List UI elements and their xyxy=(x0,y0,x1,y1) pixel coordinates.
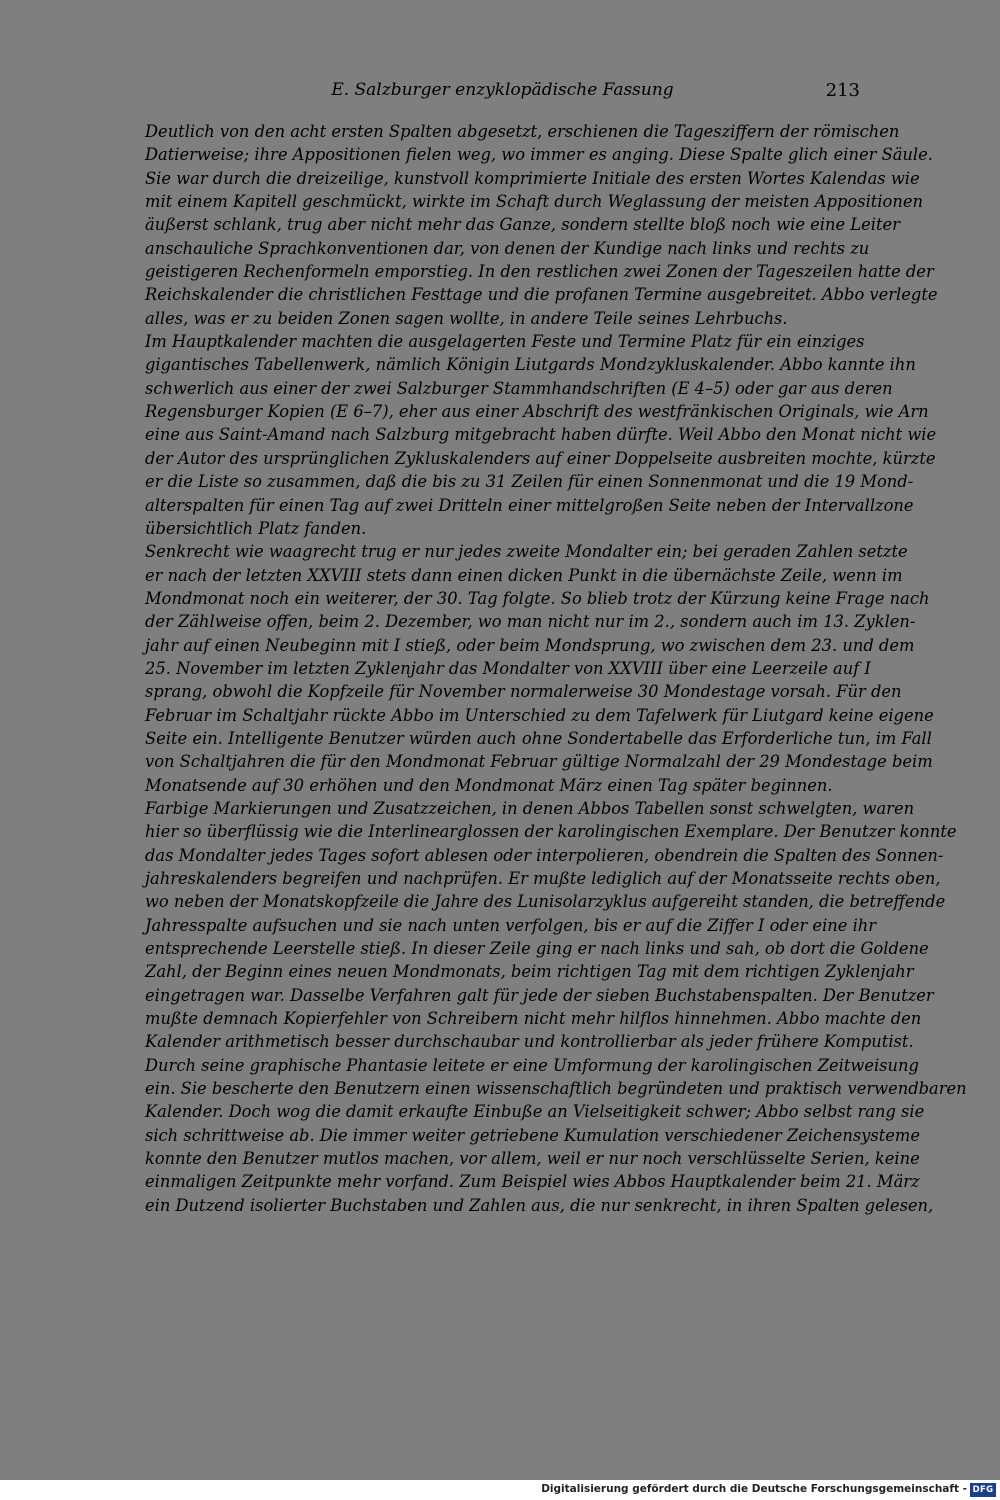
text-line: mußte demnach Kopierfehler von Schreibern nicht mehr hilflos hinnehmen. Abbo machte den xyxy=(145,1009,922,1029)
body-text xyxy=(145,120,967,1217)
text-line: Zahl, der Beginn eines neuen Mondmonats, beim richtigen Tag mit dem richtigen Zyklenjahr xyxy=(145,962,914,982)
text-line: alles, was er zu beiden Zonen sagen wollte, in andere Teile seines Lehrbuchs. xyxy=(145,308,788,328)
text-line: 25. November im letzten Zyklenjahr das Mondalter von XXVIII über eine Leerzeile auf I xyxy=(145,658,871,678)
text-line: Datierweise; ihre Appositionen fielen weg, wo immer es anging. Diese Spalte glich einer Säule. xyxy=(145,145,933,165)
text-line: Deutlich von den acht ersten Spalten abgesetzt, erschienen die Tagesziffern der römischen xyxy=(145,122,900,141)
text-line: schwerlich aus einer der zwei Salzburger Stammhandschriften (E 4–5) oder gar aus deren xyxy=(145,378,893,398)
text-line: einmaligen Zeitpunkte mehr vorfand. Zum Beispiel wies Abbos Hauptkalender beim 21. März xyxy=(145,1172,920,1192)
paragraph xyxy=(145,797,957,1054)
text-line: Senkrecht wie waagrecht trug er nur jedes zweite Mondalter ein; bei geraden Zahlen setzte xyxy=(145,542,908,562)
text-line: der Zählweise offen, beim 2. Dezember, wo man nicht nur im 2., sondern auch im 13. Zyklen- xyxy=(145,612,916,632)
text-line: Farbige Markierungen und Zusatzzeichen, in denen Abbos Tabellen sonst schwelgten, waren xyxy=(145,798,915,818)
text-line: konnte den Benutzer mutlos machen, vor allem, weil er nur noch verschlüsselte Serien, keine xyxy=(145,1149,920,1169)
running-head-title: E. Salzburger enzyklopädische Fassung xyxy=(331,80,674,100)
text-line: Seite ein. Intelligente Benutzer würden auch ohne Sondertabelle das Erforderliche tun, im Fall xyxy=(145,728,932,748)
digitization-credit: Digitalisierung gefördert durch die Deutsche Forschungsgemeinschaft - xyxy=(541,1483,967,1495)
text-line: von Schaltjahren die für den Mondmonat Februar gültige Normalzahl der 29 Mondestage beim xyxy=(145,752,933,772)
text-line: jahreskalenders begreifen und nachprüfen. Er mußte lediglich auf der Monatsseite rechts oben, xyxy=(145,869,941,888)
page-number: 213 xyxy=(825,80,860,101)
text-line: wo neben der Monatskopfzeile die Jahre des Lunisolarzyklus aufgereiht standen, die betreffende xyxy=(145,892,946,912)
text-line: Reichskalender die christlichen Festtage und die profanen Termine ausgebreitet. Abbo verlegte xyxy=(145,285,938,305)
text-line: anschauliche Sprachkonventionen dar, von denen der Kundige nach links und rechts zu xyxy=(145,238,870,258)
text-line: Jahresspalte aufsuchen und sie nach unten verfolgen, bis er auf die Ziffer I oder eine ihr xyxy=(145,915,877,935)
text-line: sprang, obwohl die Kopfzeile für November normalerweise 30 Mondestage vorsah. Für den xyxy=(145,682,902,702)
text-line: ein Dutzend isolierter Buchstaben und Zahlen aus, die nur senkrecht, in ihren Spalten gelesen, xyxy=(145,1195,934,1215)
text-line: entsprechende Leerstelle stieß. In dieser Zeile ging er nach links und sah, ob dort die Goldene xyxy=(145,939,929,959)
footer-bar xyxy=(0,1480,1000,1500)
paragraph xyxy=(145,540,934,797)
text-line: Im Hauptkalender machten die ausgelagerten Feste und Termine Platz für ein einziges xyxy=(145,332,865,352)
text-line: übersichtlich Platz fanden. xyxy=(145,518,367,538)
text-line: jahr auf einen Neubeginn mit I stieß, oder beim Mondsprung, wo zwischen dem 23. und dem xyxy=(145,635,915,655)
text-line: alterspalten für einen Tag auf zwei Dritteln einer mittelgroßen Seite neben der Intervallzone xyxy=(145,495,914,515)
text-line: hier so überflüssig wie die Interlinearglossen der karolingischen Exemplare. Der Benutzer konnte xyxy=(145,822,957,842)
paragraph xyxy=(145,1054,967,1217)
text-line: geistigeren Rechenformeln emporstieg. In den restlichen zwei Zonen der Tageszeilen hatte der xyxy=(145,262,934,282)
text-line: mit einem Kapitell geschmückt, wirkte im Schaft durch Weglassung der meisten Appositionen xyxy=(145,192,923,212)
text-line: Februar im Schaltjahr rückte Abbo im Unterschied zu dem Tafelwerk für Liutgard keine eigene xyxy=(145,705,934,725)
text-line: das Mondalter jedes Tages sofort ablesen oder interpolieren, obendrein die Spalten des Sonnen- xyxy=(145,845,944,865)
text-line: Regensburger Kopien (E 6–7), eher aus einer Abschrift des westfränkischen Originals, wie Arn xyxy=(145,402,929,422)
text-line: Kalender. Doch wog die damit erkaufte Einbuße an Vielseitigkeit schwer; Abbo selbst rang sie xyxy=(145,1102,925,1122)
text-line: ein. Sie bescherte den Benutzern einen wissenschaftlich begründeten und praktisch verwendbaren xyxy=(145,1079,967,1099)
text-line: Monatsende auf 30 erhöhen und den Mondmonat März einen Tag später beginnen. xyxy=(145,775,833,795)
paragraph xyxy=(145,120,938,330)
text-line: der Autor des ursprünglichen Zykluskalenders auf einer Doppelseite ausbreiten mochte, kürzte xyxy=(145,448,936,468)
text-line: äußerst schlank, trug aber nicht mehr das Ganze, sondern stellte bloß noch wie eine Leiter xyxy=(145,215,900,235)
text-line: eine aus Saint-Amand nach Salzburg mitgebracht haben dürfte. Weil Abbo den Monat nicht wie xyxy=(145,425,937,445)
text-line: eingetragen war. Dasselbe Verfahren galt für jede der sieben Buchstabenspalten. Der Benutzer xyxy=(145,985,934,1005)
text-line: er die Liste so zusammen, daß die bis zu 31 Zeilen für einen Sonnenmonat und die 19 Mond- xyxy=(145,472,914,492)
dfg-logo: DFG xyxy=(970,1483,996,1497)
text-line: Sie war durch die dreizeilige, kunstvoll komprimierte Initiale des ersten Wortes Kalendas wie xyxy=(145,168,920,188)
text-line: sich schrittweise ab. Die immer weiter getriebene Kumulation verschiedener Zeichensysteme xyxy=(145,1125,920,1145)
text-line: er nach der letzten XXVIII stets dann einen dicken Punkt in die übernächste Zeile, wenn im xyxy=(145,565,903,585)
paragraph xyxy=(145,330,937,540)
running-head xyxy=(145,80,860,106)
text-line: gigantisches Tabellenwerk, nämlich Königin Liutgards Mondzykluskalender. Abbo kannte ihn xyxy=(145,355,916,375)
text-line: Durch seine graphische Phantasie leitete er eine Umformung der karolingischen Zeitweisung xyxy=(145,1055,919,1075)
text-line: Mondmonat noch ein weiterer, der 30. Tag folgte. So blieb trotz der Kürzung keine Frage nach xyxy=(145,588,930,608)
text-line: Kalender arithmetisch besser durchschaubar und kontrollierbar als jeder frühere Komputist. xyxy=(145,1032,914,1052)
